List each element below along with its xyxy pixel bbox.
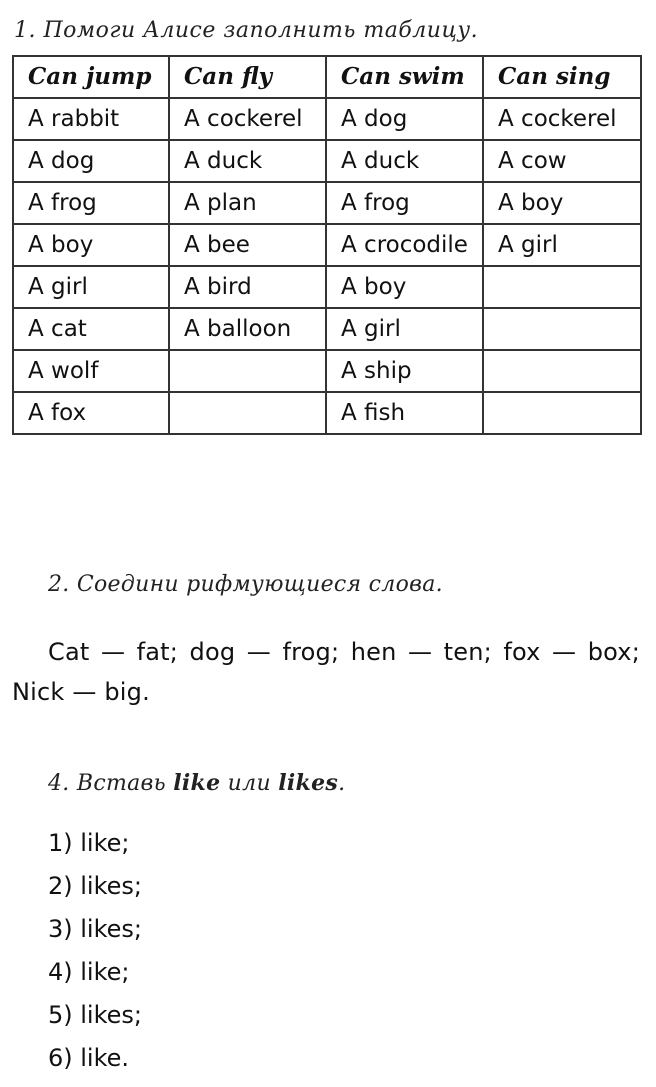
header-can-fly: Can fly (169, 56, 326, 98)
answer-item: 6) like. (48, 1044, 130, 1072)
table-cell: A dog (326, 98, 483, 140)
task1-title: 1. Помоги Алисе заполнить таблицу. (14, 18, 479, 43)
table-cell (483, 392, 641, 434)
task4-title (48, 770, 345, 796)
table-cell: A cat (13, 308, 169, 350)
table-cell (483, 308, 641, 350)
table-cell: A ship (326, 350, 483, 392)
task4-word-likes: likes (278, 770, 339, 796)
table-cell: A boy (483, 182, 641, 224)
table-cell: A bee (169, 224, 326, 266)
header-can-swim: Can swim (326, 56, 483, 98)
table-cell: A rabbit (13, 98, 169, 140)
table-row (13, 266, 641, 308)
table-cell: A plan (169, 182, 326, 224)
header-can-sing: Can sing (483, 56, 641, 98)
task2-title: 2. Соедини рифмующиеся слова. (48, 572, 443, 597)
task4-title-middle: или (220, 771, 279, 796)
table-row (13, 224, 641, 266)
table-cell (169, 350, 326, 392)
task4-title-prefix: 4. Вставь (48, 771, 174, 796)
table-cell: A duck (326, 140, 483, 182)
table-cell: A frog (326, 182, 483, 224)
table-row (13, 350, 641, 392)
table-header-row (13, 56, 641, 98)
table-cell: A cockerel (169, 98, 326, 140)
rhyme-pairs-answer: Cat — fat; dog — frog; hen — ten; fox — box; Nick — big. (12, 638, 640, 706)
table-row (13, 140, 641, 182)
table-cell: A boy (326, 266, 483, 308)
table-cell: A girl (13, 266, 169, 308)
answer-item: 1) like; (48, 829, 130, 857)
table-row (13, 392, 641, 434)
answer-item: 3) likes; (48, 915, 142, 943)
table-cell: A wolf (13, 350, 169, 392)
table-cell: A fox (13, 392, 169, 434)
table-cell: A balloon (169, 308, 326, 350)
table-cell: A cockerel (483, 98, 641, 140)
answer-item: 5) likes; (48, 1001, 142, 1029)
task4-answers (48, 822, 142, 1080)
table-cell: A duck (169, 140, 326, 182)
answer-item: 4) like; (48, 958, 130, 986)
table-cell: A boy (13, 224, 169, 266)
header-can-jump: Can jump (13, 56, 169, 98)
table-cell: A girl (326, 308, 483, 350)
table-cell: A crocodile (326, 224, 483, 266)
table-cell: A bird (169, 266, 326, 308)
table-cell: A dog (13, 140, 169, 182)
answer-item: 2) likes; (48, 872, 142, 900)
table-cell (169, 392, 326, 434)
table-cell (483, 350, 641, 392)
table-cell: A frog (13, 182, 169, 224)
table-row (13, 308, 641, 350)
task4-title-suffix: . (338, 771, 346, 796)
task4-word-like: like (173, 770, 221, 796)
table-row (13, 182, 641, 224)
table-cell: A fish (326, 392, 483, 434)
table-cell: A cow (483, 140, 641, 182)
table-row (13, 98, 641, 140)
table-cell (483, 266, 641, 308)
table-cell: A girl (483, 224, 641, 266)
abilities-table (12, 55, 642, 435)
